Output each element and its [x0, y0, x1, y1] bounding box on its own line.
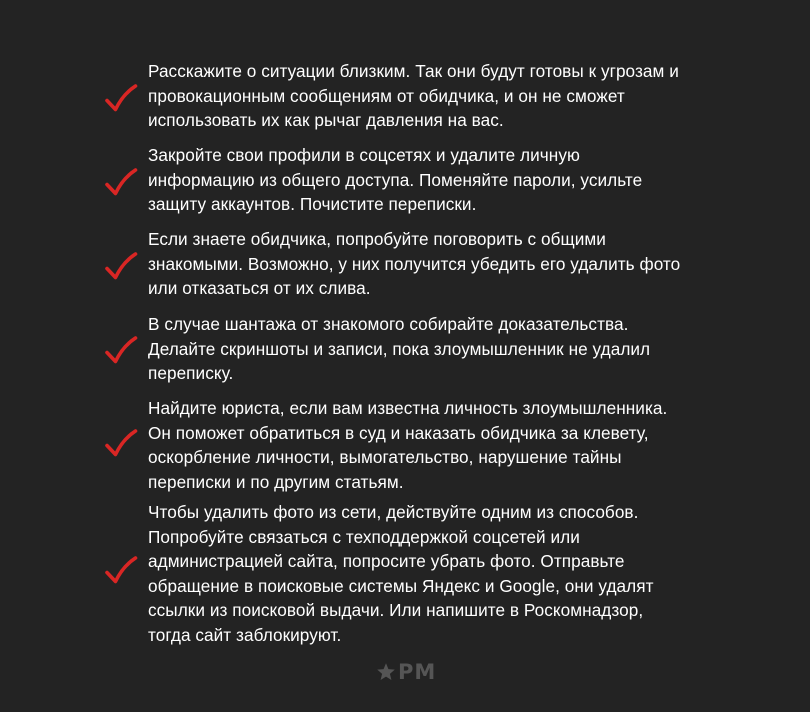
star-icon	[376, 662, 396, 682]
tip-line: тогда сайт заблокируют.	[148, 624, 342, 645]
pm-logo	[376, 659, 436, 685]
tip-line: обращение в поисковые системы Яндекс и Google, они удалят	[148, 575, 654, 596]
tip-line: Попробуйте связаться с техподдержкой соцсетей или	[148, 526, 580, 547]
tip-line: Закройте свои профили в соцсетях и удалите личную	[148, 145, 580, 165]
tip-line: оскорбление личности, вымогательство, нарушение тайны	[148, 447, 622, 468]
tip-line: ссылки из поисковой выдачи. Или напишите в Роскомнадзор,	[148, 600, 644, 621]
tip-line: Расскажите о ситуации близким. Так они будут готовы к угрозам и	[148, 61, 679, 81]
tip-line: Если знаете обидчика, попробуйте поговорить с общими	[148, 229, 606, 249]
tip-line: переписки и по другим статьям.	[148, 471, 404, 492]
checkmark-icon	[104, 251, 138, 281]
tip-line: переписку.	[148, 363, 234, 384]
checkmark-icon	[104, 335, 138, 365]
tip-text	[148, 500, 728, 648]
tip-line: Он поможет обратиться в суд и наказать обидчика за клевету,	[148, 422, 649, 443]
checkmark-icon	[104, 167, 138, 197]
checkmark-icon	[104, 428, 138, 458]
tip-line: провокационным сообщениям от обидчика, и он не сможет	[148, 85, 625, 106]
tip-line: администрацией сайта, попросите убрать фото. Отправьте	[148, 551, 625, 572]
tip-line: Найдите юриста, если вам известна личность злоумышленника.	[148, 398, 668, 418]
tip-line: использовать их как рычаг давления на вас.	[148, 110, 504, 131]
tip-line: знакомыми. Возможно, у них получится убедить его удалить фото	[148, 253, 681, 274]
tip-line: защиту аккаунтов. Почистите переписки.	[148, 194, 477, 215]
tip-line: Делайте скриншоты и записи, пока злоумышленник не удалил	[148, 338, 651, 359]
tip-text	[148, 312, 728, 386]
tip-text	[148, 227, 728, 301]
tip-text	[148, 143, 728, 217]
tip-line: Чтобы удалить фото из сети, действуйте одним из способов.	[148, 502, 639, 522]
tip-line: В случае шантажа от знакомого собирайте доказательства.	[148, 314, 629, 334]
checkmark-icon	[104, 555, 138, 585]
tip-text	[148, 59, 728, 133]
logo-text: PM	[398, 660, 437, 684]
tip-line: или отказаться от их слива.	[148, 278, 371, 299]
checkmark-icon	[104, 83, 138, 113]
tip-text	[148, 396, 728, 494]
tip-line: информацию из общего доступа. Поменяйте пароли, усильте	[148, 169, 643, 190]
